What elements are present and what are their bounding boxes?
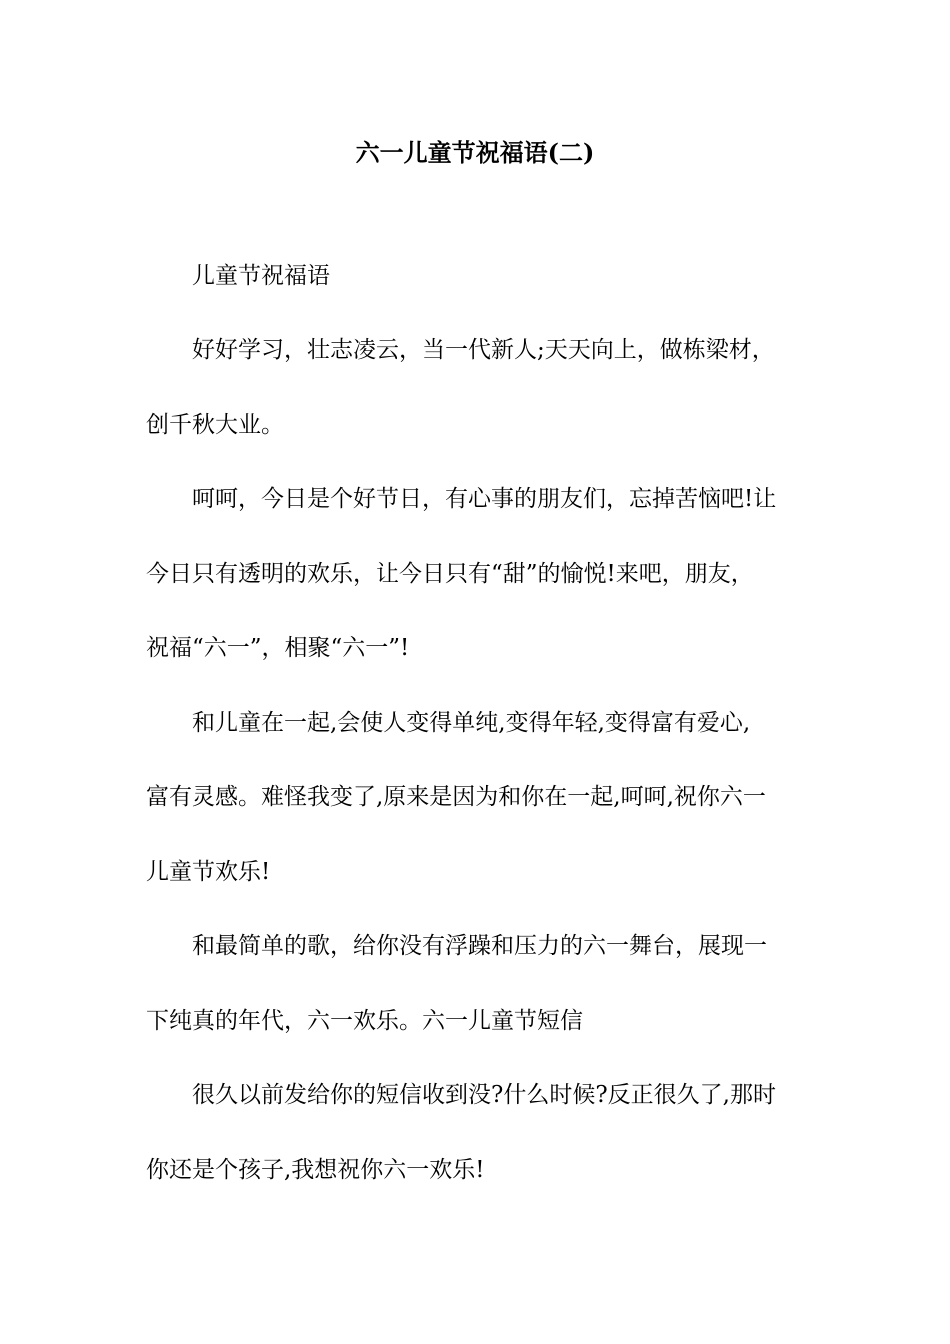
text-line: 富有灵感。难怪我变了,原来是因为和你在一起,呵呵,祝你六一 bbox=[146, 784, 766, 810]
text-line: 和最简单的歌，给你没有浮躁和压力的六一舞台，展现一 bbox=[192, 933, 767, 959]
text-line: 祝福“六一”，相聚“六一”! bbox=[146, 635, 410, 661]
text-line: 今日只有透明的欢乐，让今日只有“甜”的愉悦!来吧，朋友， bbox=[146, 561, 754, 587]
text-line: 很久以前发给你的短信收到没?什么时候?反正很久了,那时 bbox=[192, 1082, 776, 1108]
text-line: 和儿童在一起,会使人变得单纯,变得年轻,变得富有爱心, bbox=[192, 710, 751, 736]
text-line: 儿童节祝福语 bbox=[192, 263, 330, 289]
text-line: 下纯真的年代，六一欢乐。六一儿童节短信 bbox=[146, 1008, 583, 1034]
text-line: 你还是个孩子,我想祝你六一欢乐! bbox=[146, 1157, 485, 1183]
text-line: 好好学习，壮志凌云，当一代新人;天天向上，做栋梁材， bbox=[192, 337, 775, 363]
text-line: 儿童节欢乐! bbox=[146, 859, 271, 885]
text-line: 呵呵，今日是个好节日，有心事的朋友们，忘掉苦恼吧!让 bbox=[192, 486, 777, 512]
text-line: 创千秋大业。 bbox=[146, 412, 284, 438]
page-title: 六一儿童节祝福语(二) bbox=[355, 138, 595, 167]
